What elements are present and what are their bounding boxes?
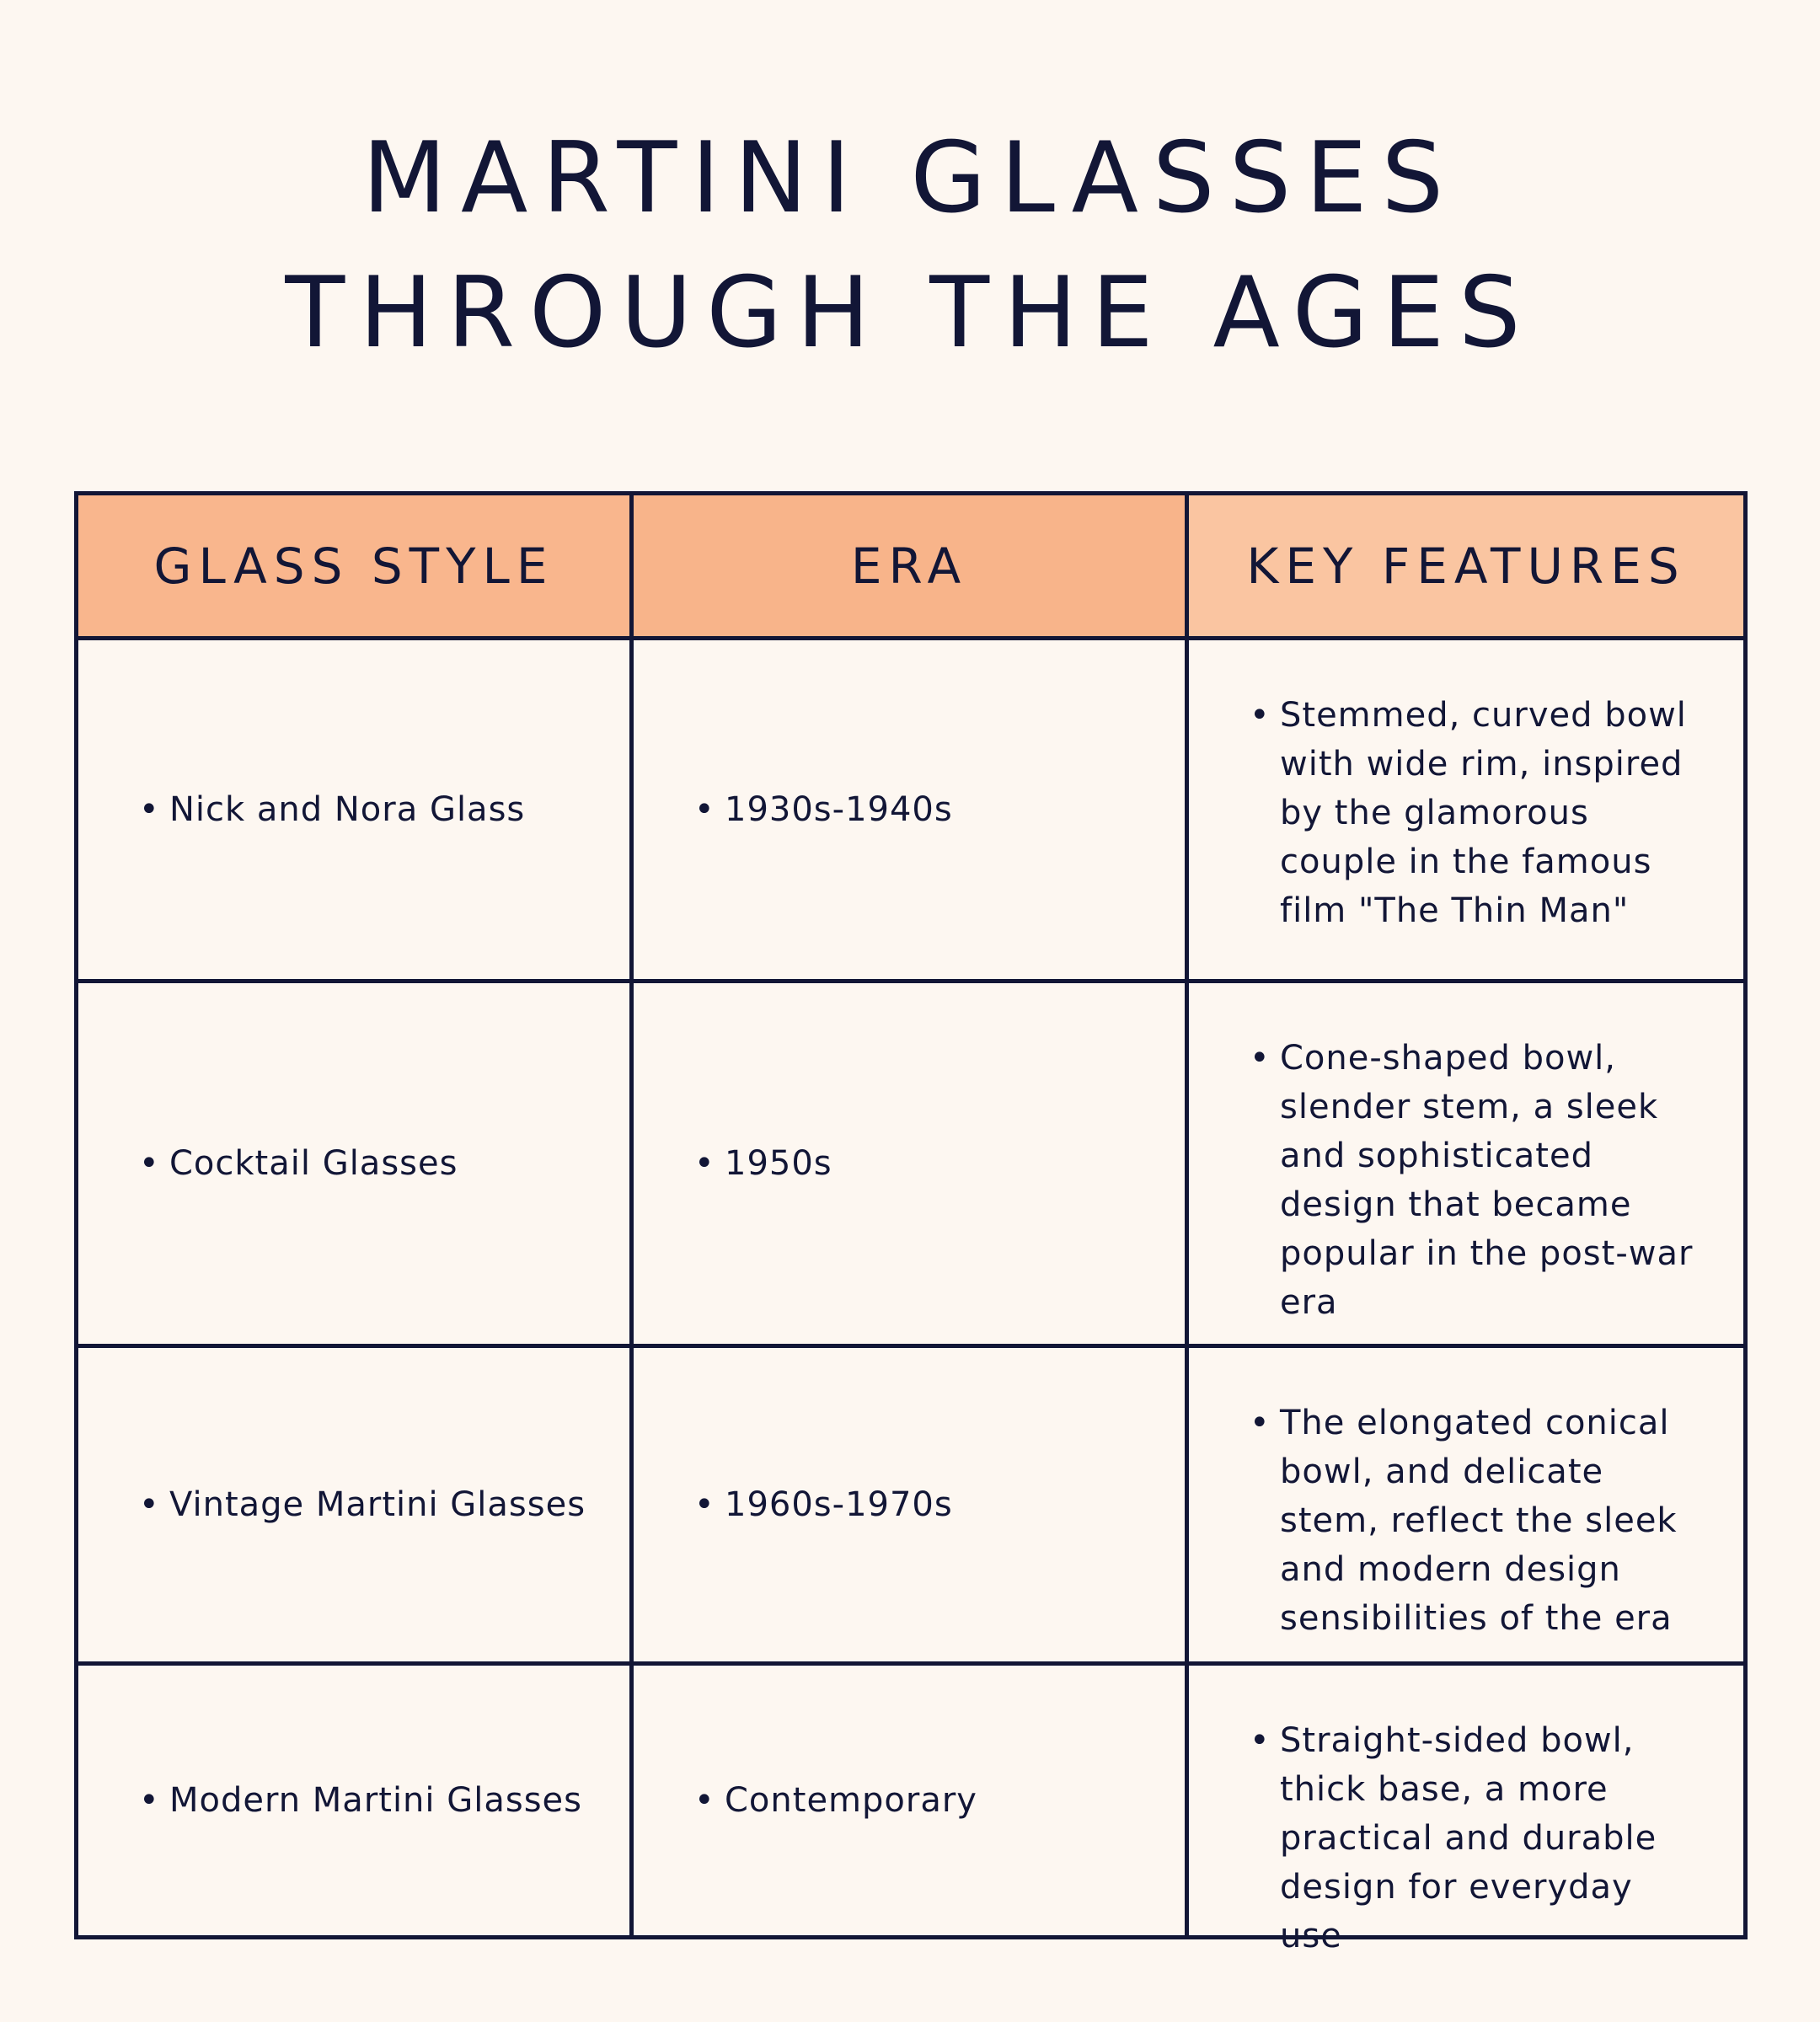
bullet-icon: • — [139, 790, 160, 829]
bullet-icon: • — [694, 790, 715, 829]
list-item — [1250, 1399, 1705, 1643]
list-item — [139, 1139, 458, 1188]
header-key-features: KEY FEATURES — [1189, 495, 1743, 640]
header-era: ERA — [634, 495, 1189, 640]
list-item — [1250, 1716, 1705, 1960]
list-item — [694, 1139, 832, 1188]
bullet-icon: • — [1250, 1721, 1271, 1760]
bullet-icon: • — [694, 1144, 715, 1183]
title-line-2: THROUGH THE AGES — [285, 256, 1535, 370]
list-item — [1250, 691, 1705, 935]
list-item — [694, 1480, 953, 1529]
cell-era-row-4 — [634, 1666, 1189, 1935]
features-text: Straight-sided bowl, thick base, a more practical and durable design for everyday use — [1280, 1721, 1657, 1955]
title-line-1: MARTINI GLASSES — [361, 121, 1459, 235]
era-text: 1930s-1940s — [725, 790, 953, 829]
list-item — [139, 1776, 582, 1825]
cell-era-row-3 — [634, 1348, 1189, 1666]
bullet-icon: • — [139, 1485, 160, 1524]
features-text: Cone-shaped bowl, slender stem, a sleek and sophisticated design that became popular in the post-war era — [1280, 1039, 1694, 1322]
list-item — [1250, 1034, 1705, 1327]
comparison-table — [74, 491, 1748, 1955]
cell-era-row-1 — [634, 640, 1189, 983]
cell-style-row-3 — [78, 1348, 634, 1666]
bullet-icon: • — [694, 1485, 715, 1524]
style-text: Nick and Nora Glass — [169, 790, 526, 829]
bullet-icon: • — [139, 1781, 160, 1820]
cell-style-row-4 — [78, 1666, 634, 1935]
bullet-icon: • — [1250, 1404, 1271, 1442]
list-item — [139, 1480, 586, 1529]
era-text: 1960s-1970s — [725, 1485, 953, 1524]
bullet-icon: • — [139, 1144, 160, 1183]
style-text: Vintage Martini Glasses — [169, 1485, 586, 1524]
list-item — [694, 1776, 977, 1825]
bullet-icon: • — [1250, 1039, 1271, 1078]
cell-style-row-2 — [78, 983, 634, 1348]
list-item — [139, 785, 525, 834]
list-item — [694, 785, 953, 834]
era-text: 1950s — [725, 1144, 832, 1183]
cell-features-row-4 — [1189, 1666, 1743, 1955]
bullet-icon: • — [694, 1781, 715, 1820]
page-title — [0, 111, 1820, 381]
cell-style-row-1 — [78, 640, 634, 983]
features-text: The elongated conical bowl, and delicate stem, reflect the sleek and modern design sensibilities of the era — [1280, 1404, 1678, 1638]
features-text: Stemmed, curved bowl with wide rim, inspired by the glamorous couple in the famous film "The Thin Man" — [1280, 696, 1687, 930]
header-glass-style: GLASS STYLE — [78, 495, 634, 640]
cell-features-row-2 — [1189, 983, 1743, 1348]
style-text: Modern Martini Glasses — [169, 1781, 582, 1820]
style-text: Cocktail Glasses — [169, 1144, 458, 1183]
cell-features-row-3 — [1189, 1348, 1743, 1666]
cell-features-row-1 — [1189, 640, 1743, 983]
era-text: Contemporary — [725, 1781, 977, 1820]
bullet-icon: • — [1250, 696, 1271, 735]
cell-era-row-2 — [634, 983, 1189, 1348]
